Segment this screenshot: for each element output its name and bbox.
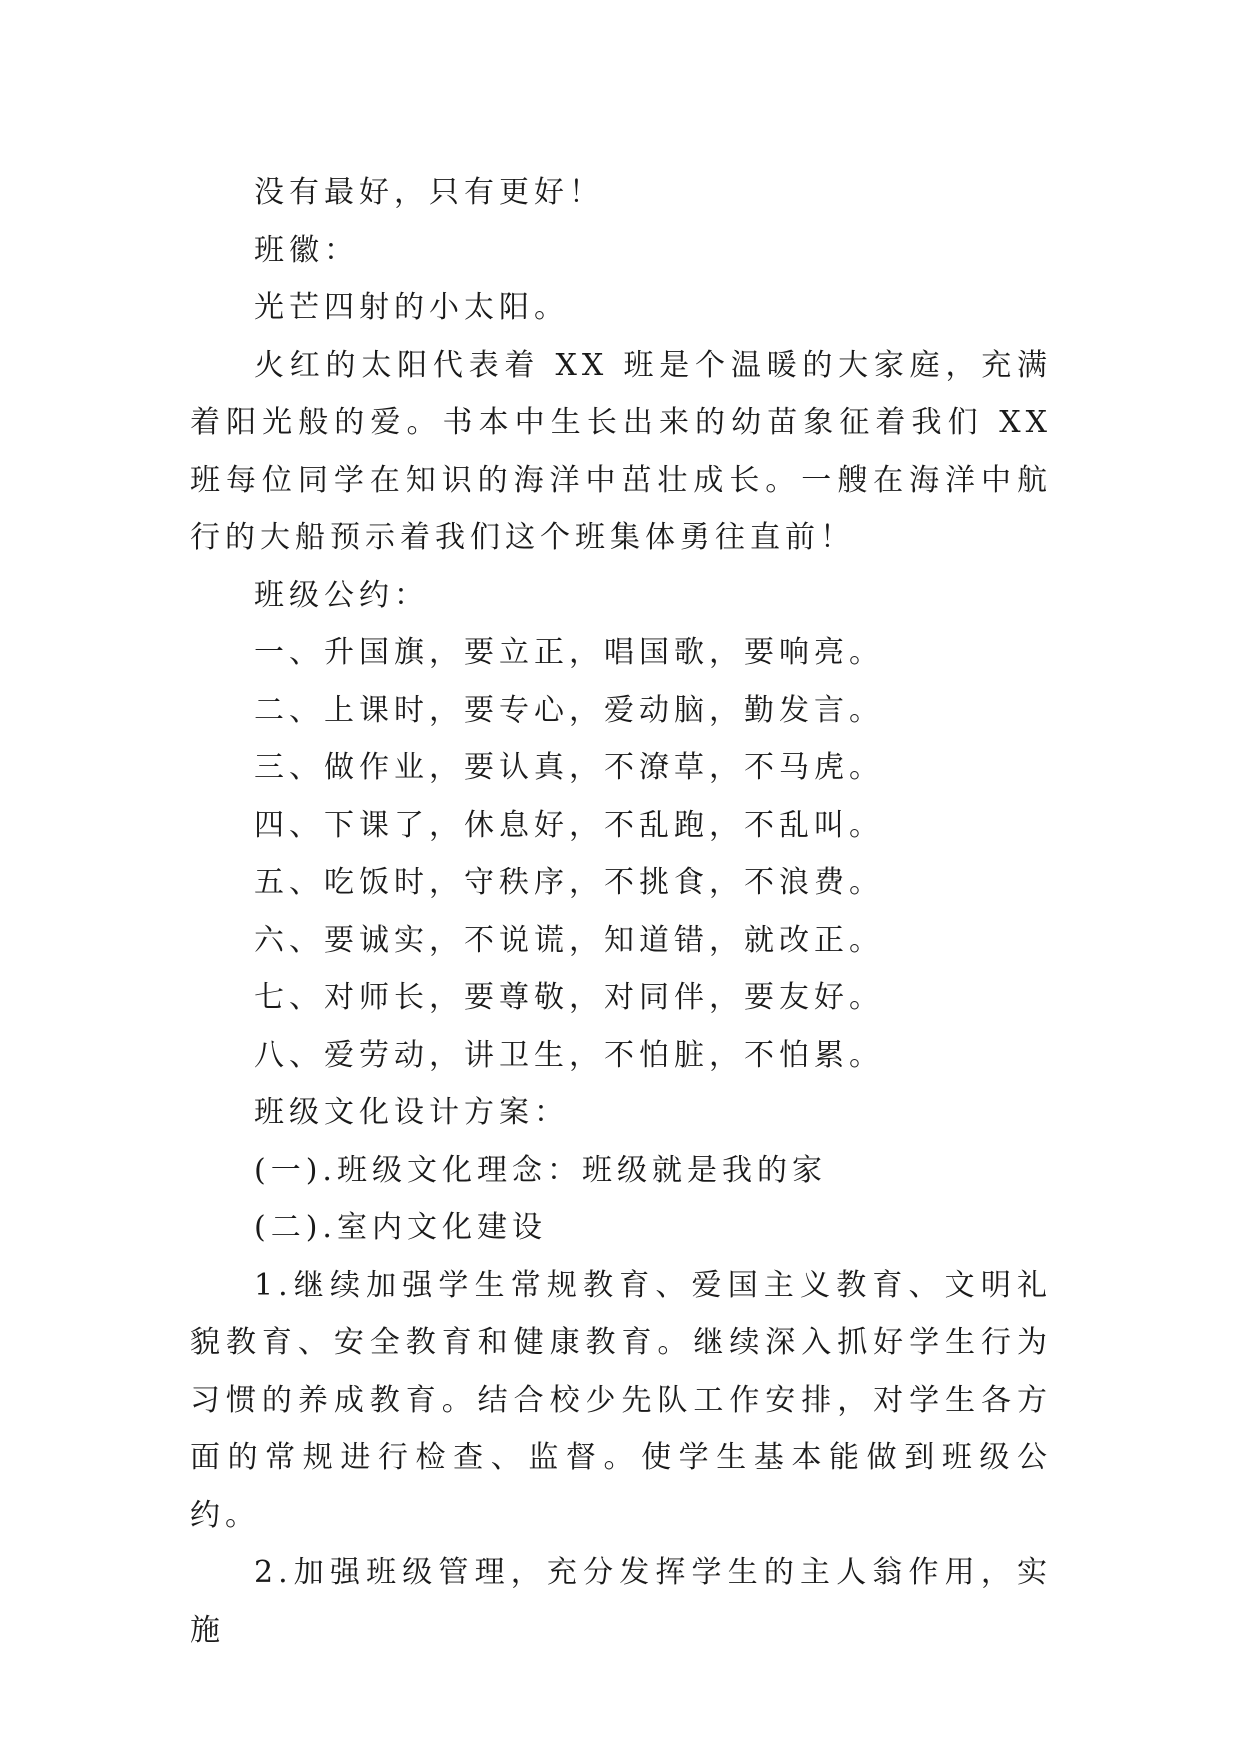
- emblem-heading: 班徽：: [254, 232, 359, 268]
- plan-heading: 班级文化设计方案：: [254, 1095, 569, 1130]
- plan-subheading: (二).室内文化建设: [254, 1210, 547, 1245]
- convention-item: 八、爱劳动，讲卫生，不怕脏，不怕累。: [254, 1037, 884, 1073]
- convention-item: 一、升国旗，要立正，唱国歌，要响亮。: [254, 635, 884, 670]
- convention-item: 三、做作业，要认真，不潦草，不马虎。: [254, 750, 884, 785]
- convention-item: 六、要诚实，不说谎，知道错，就改正。: [254, 922, 884, 958]
- convention-heading: 班级公约：: [254, 577, 429, 613]
- convention-item: 七、对师长，要尊敬，对同伴，要友好。: [254, 980, 884, 1015]
- convention-item: 四、下课了，休息好，不乱跑，不乱叫。: [254, 807, 884, 843]
- slogan-line: 没有最好，只有更好！: [254, 175, 604, 210]
- convention-item: 五、吃饭时，守秩序，不挑食，不浪费。: [254, 865, 884, 900]
- convention-item: 二、上课时，要专心，爱动脑，勤发言。: [254, 692, 884, 728]
- emblem-name: 光芒四射的小太阳。: [254, 290, 569, 325]
- document-body: [190, 164, 1052, 1659]
- plan-subheading: (一).班级文化理念：班级就是我的家: [254, 1152, 827, 1188]
- plan-item-1: 1.继续加强学生常规教育、爱国主义教育、文明礼貌教育、安全教育和健康教育。继续深入抓好学生行为习惯的养成教育。结合校少先队工作安排，对学生各方面的常规进行检查、监督。使学生基本能做到班级公约。: [190, 1267, 1052, 1533]
- emblem-description: 火红的太阳代表着 XX 班是个温暖的大家庭，充满着阳光般的爱。书本中生长出来的幼苗象征着我们 XX 班每位同学在知识的海洋中茁壮成长。一艘在海洋中航行的大船预示着我们这个班集体勇往直前！: [190, 347, 1052, 555]
- plan-item-2: 2.加强班级管理，充分发挥学生的主人翁作用，实施: [190, 1555, 1052, 1648]
